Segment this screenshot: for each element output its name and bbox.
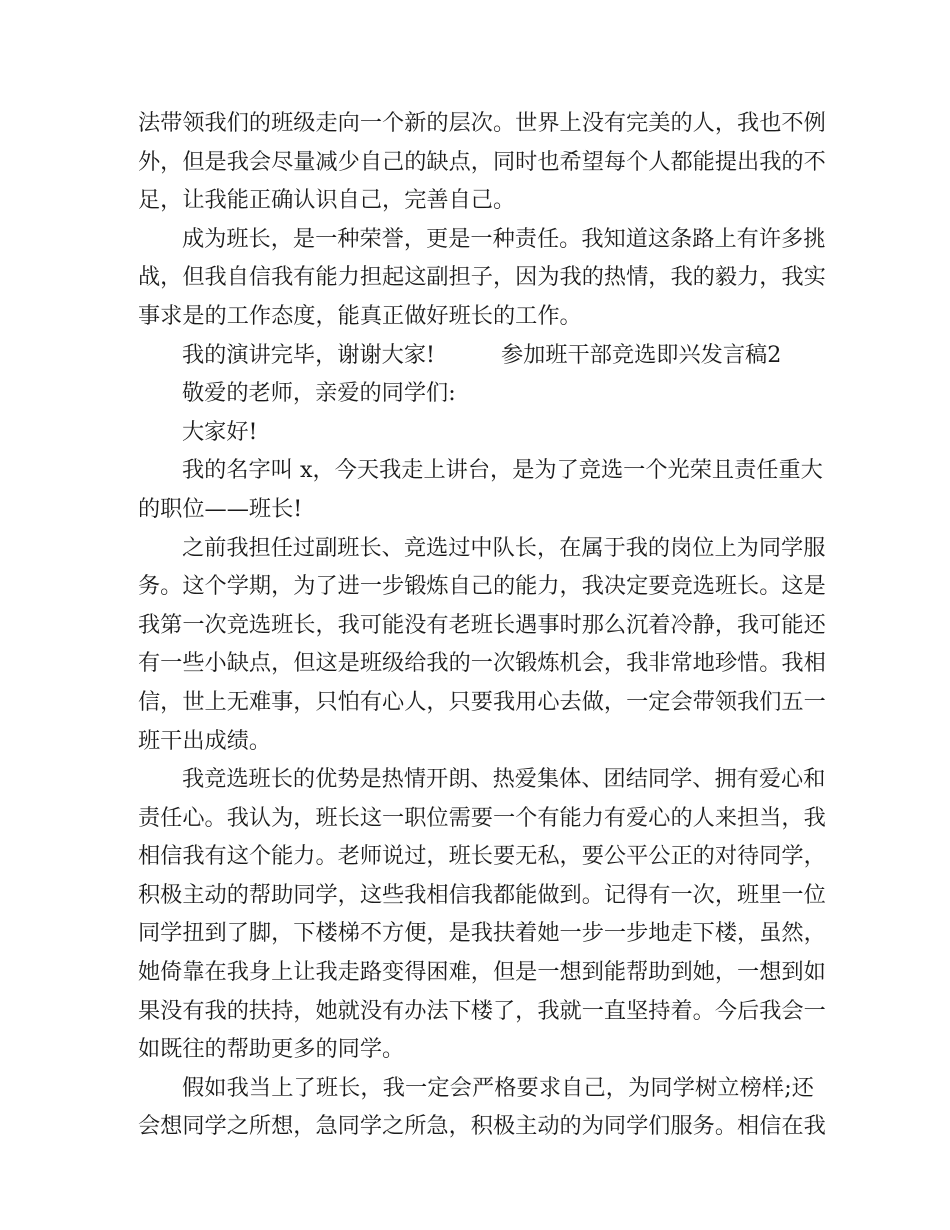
document-body <box>138 104 826 1146</box>
text-line: 之前我担任过副班长、竞选过中队长，在属于我的岗位上为同学服 <box>182 534 826 561</box>
text-line: 我的名字叫 x，今天我走上讲台，是为了竞选一个光荣且责任重大 <box>182 457 823 484</box>
text-line: 我第一次竞选班长，我可能没有老班长遇事时那么沉着冷静，我可能还 <box>138 611 826 638</box>
text-line: 有一些小缺点，但这是班级给我的一次锻炼机会，我非常地珍惜。我相 <box>138 650 826 677</box>
text-line: 战，但我自信我有能力担起这副担子，因为我的热情，我的毅力，我实 <box>138 264 826 291</box>
text-line: 我竞选班长的优势是热情开朗、热爱集体、团结同学、拥有爱心和 <box>182 766 826 793</box>
closing-and-title-line <box>138 336 814 375</box>
text-line: 足，让我能正确认识自己，完善自己。 <box>138 187 516 214</box>
text-line: 同学扭到了脚，下楼梯不方便，是我扶着她一步一步地走下楼，虽然， <box>138 920 826 947</box>
closing-remark: 我的演讲完毕，谢谢大家! <box>182 341 435 368</box>
text-line: 务。这个学期，为了进一步锻炼自己的能力，我决定要竞选班长。这是 <box>138 573 826 600</box>
text-line: 班干出成绩。 <box>138 727 272 754</box>
text-line: 责任心。我认为，班长这一职位需要一个有能力有爱心的人来担当，我 <box>138 804 826 831</box>
text-line: 果没有我的扶持，她就没有办法下楼了，我就一直坚持着。今后我会一 <box>138 997 826 1024</box>
salutation: 敬爱的老师，亲爱的同学们: <box>182 380 456 407</box>
section-title: 参加班干部竞选即兴发言稿2 <box>500 341 782 368</box>
text-line: 会想同学之所想，急同学之所急，积极主动的为同学们服务。相信在我 <box>138 1113 826 1140</box>
text-line: 如既往的帮助更多的同学。 <box>138 1036 405 1063</box>
text-line: 外，但是我会尽量减少自己的缺点，同时也希望每个人都能提出我的不 <box>138 148 826 175</box>
text-line: 假如我当上了班长，我一定会严格要求自己，为同学树立榜样;还 <box>182 1074 814 1101</box>
text-line: 法带领我们的班级走向一个新的层次。世界上没有完美的人，我也不例 <box>138 110 826 136</box>
text-line: 事求是的工作态度，能真正做好班长的工作。 <box>138 302 582 329</box>
text-line: 的职位——班长! <box>138 495 303 522</box>
text-line: 信，世上无难事，只怕有心人，只要我用心去做，一定会带领我们五一 <box>138 688 826 715</box>
text-line: 相信我有这个能力。老师说过，班长要无私，要公平公正的对待同学， <box>138 843 826 870</box>
text-line: 积极主动的帮助同学，这些我相信我都能做到。记得有一次，班里一位 <box>138 881 826 908</box>
text-line: 她倚靠在我身上让我走路变得困难，但是一想到能帮助到她，一想到如 <box>138 959 826 986</box>
text-line: 成为班长，是一种荣誉，更是一种责任。我知道这条路上有许多挑 <box>182 225 826 252</box>
greeting: 大家好! <box>182 418 258 445</box>
